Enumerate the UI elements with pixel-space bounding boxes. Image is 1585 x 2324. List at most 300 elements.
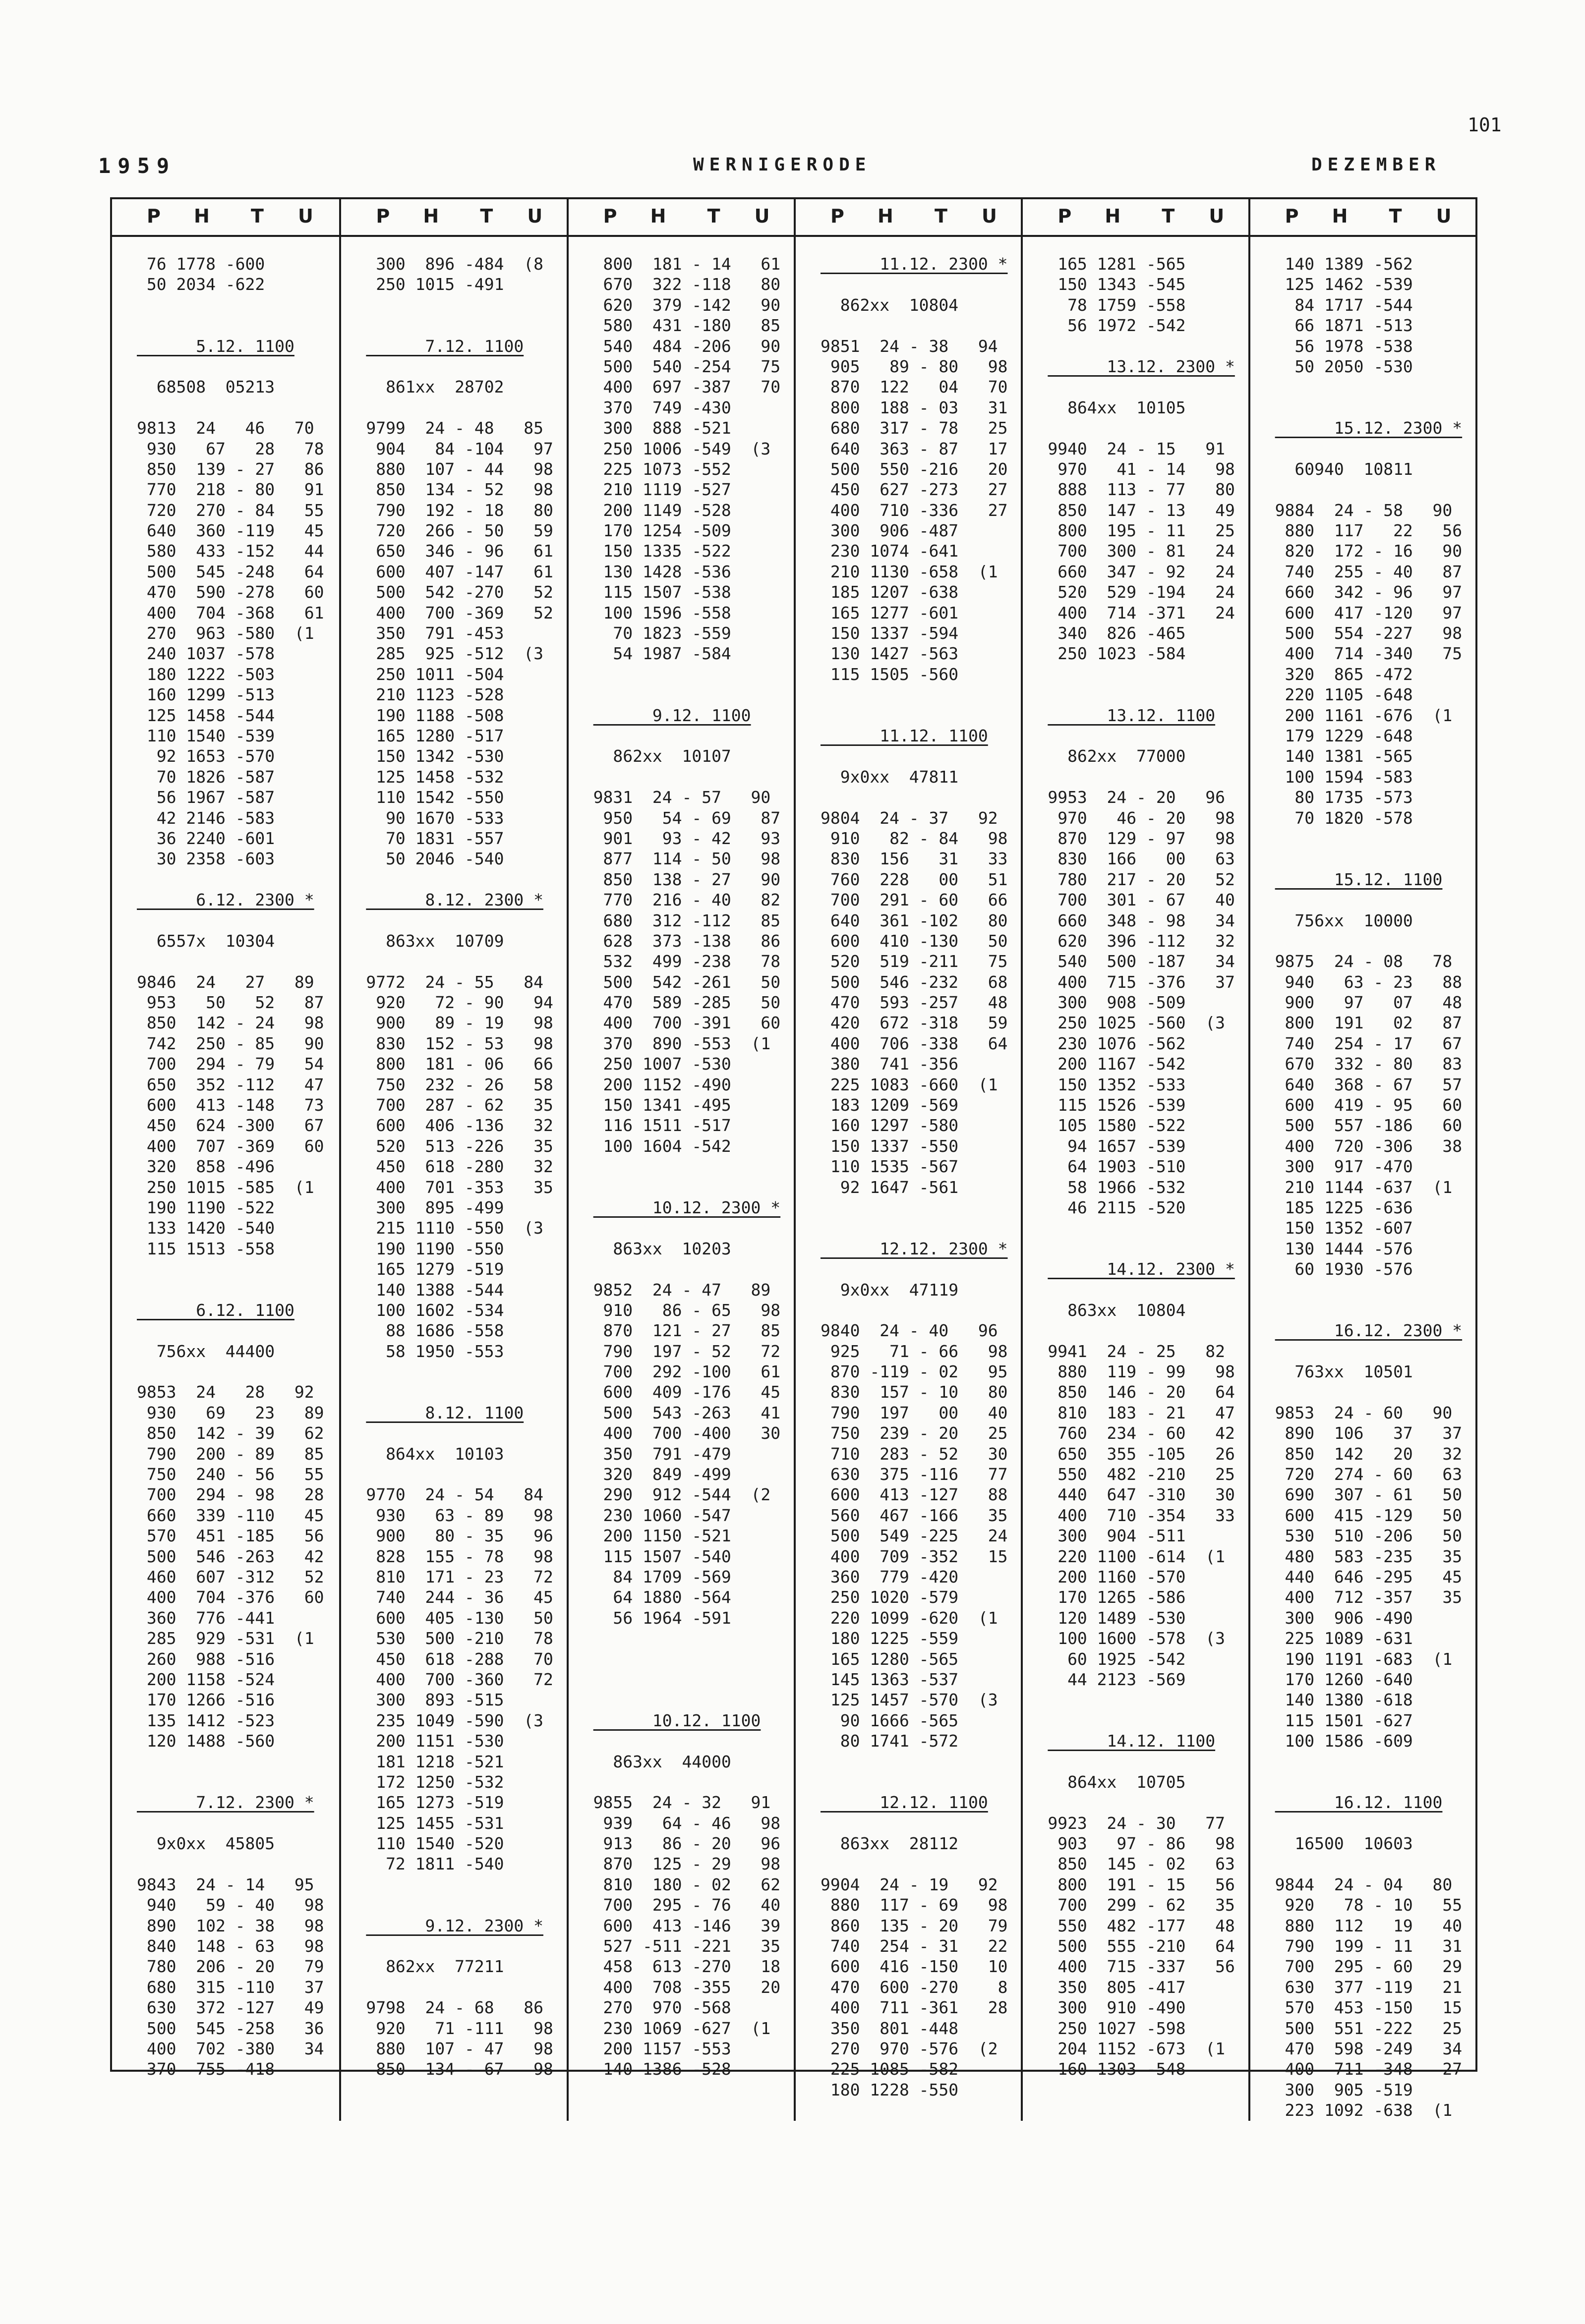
table-row xyxy=(1275,1382,1475,1402)
table-row: 800 181 - 06 66 xyxy=(366,1054,553,1074)
table-row: 900 80 - 35 96 xyxy=(366,1526,553,1546)
table-row: 150 1335 -522 xyxy=(593,541,731,561)
table-row: 720 274 - 60 63 xyxy=(1275,1465,1463,1484)
table-row xyxy=(366,1382,566,1402)
table-row: 500 545 -258 36 xyxy=(137,2018,324,2038)
table-row: 125 1458 -532 xyxy=(366,767,504,787)
table-row: 115 1507 -540 xyxy=(593,1546,731,1566)
sounding-date-heading: 16.12. 2300 * xyxy=(1275,1321,1463,1341)
table-row: 400 706 -338 64 xyxy=(821,1033,1008,1053)
table-row: 170 1260 -640 xyxy=(1275,1669,1413,1689)
table-row xyxy=(1275,1280,1475,1300)
table-row: 600 413 -146 39 xyxy=(593,1916,781,1935)
station-code-line: 862xx 77000 xyxy=(1048,746,1186,766)
table-row: 9953 24 - 20 96 xyxy=(1048,788,1225,807)
table-row: 570 451 -185 56 xyxy=(137,1526,324,1546)
column-header-label: U xyxy=(298,205,313,227)
table-row: 125 1455 -531 xyxy=(366,1813,504,1833)
table-row: 870 -119 - 02 95 xyxy=(821,1362,1008,1382)
table-row: 800 195 - 11 25 xyxy=(1048,521,1235,541)
sounding-date-heading: 15.12. 2300 * xyxy=(1275,418,1463,438)
table-row: 790 192 - 18 80 xyxy=(366,500,553,520)
table-row: 110 1535 -567 xyxy=(821,1157,959,1177)
column-header-label: T xyxy=(707,205,720,227)
table-row: 70 1823 -559 xyxy=(593,624,731,643)
table-row: 700 294 - 79 54 xyxy=(137,1054,324,1074)
table-row: 9941 24 - 25 82 xyxy=(1048,1341,1225,1361)
table-row: 100 1586 -609 xyxy=(1275,1731,1413,1751)
table-row: 810 180 - 02 62 xyxy=(593,1874,781,1894)
table-row: 360 776 -441 xyxy=(137,1608,275,1628)
table-row: 150 1342 -530 xyxy=(366,746,504,766)
table-row: 84 1709 -569 xyxy=(593,1567,731,1587)
table-row: 36 2240 -601 xyxy=(137,828,275,848)
table-row: 620 379 -142 90 xyxy=(593,295,781,315)
table-row: 160 1299 -513 xyxy=(137,685,275,705)
table-row: 370 890 -553 (1 xyxy=(593,1033,771,1053)
table-row: 260 988 -516 xyxy=(137,1649,275,1669)
table-row: 400 715 -337 56 xyxy=(1048,1957,1235,1977)
table-row xyxy=(137,356,339,377)
table-row xyxy=(366,910,566,931)
table-row xyxy=(1275,1300,1475,1320)
table-row: 105 1580 -522 xyxy=(1048,1116,1186,1135)
table-row: 900 97 07 48 xyxy=(1275,993,1463,1013)
table-row: 9851 24 - 38 94 xyxy=(821,336,998,356)
table-row: 183 1209 -569 xyxy=(821,1095,959,1115)
table-row: 270 970 -576 (2 xyxy=(821,2039,998,2058)
table-row xyxy=(366,1361,566,1382)
table-row: 850 146 - 20 64 xyxy=(1048,1382,1235,1402)
table-row: 370 749 -430 xyxy=(593,397,731,417)
table-row: 285 929 -531 (1 xyxy=(137,1629,314,1648)
table-row: 185 1207 -638 xyxy=(821,582,959,602)
table-row: 710 283 - 52 30 xyxy=(821,1444,1008,1464)
station-code-line: 862xx 10107 xyxy=(593,746,731,766)
table-row: 800 191 - 15 56 xyxy=(1048,1874,1235,1894)
station-code-line: 60940 10811 xyxy=(1275,459,1413,479)
table-row xyxy=(1275,890,1475,910)
table-row: 500 554 -227 98 xyxy=(1275,624,1463,643)
table-row: 740 255 - 40 87 xyxy=(1275,562,1463,581)
table-row: 660 347 - 92 24 xyxy=(1048,562,1235,581)
station-code-line: 9x0xx 45805 xyxy=(137,1834,275,1854)
table-row: 270 963 -580 (1 xyxy=(137,624,314,643)
table-row: 660 342 - 96 97 xyxy=(1275,582,1463,602)
table-row: 9840 24 - 40 96 xyxy=(821,1321,998,1341)
table-row: 860 135 - 20 79 xyxy=(821,1916,1008,1935)
table-row: 420 672 -318 59 xyxy=(821,1013,1008,1033)
column-header-label: H xyxy=(878,205,893,227)
table-row: 64 1880 -564 xyxy=(593,1587,731,1607)
table-row: 350 801 -448 xyxy=(821,2018,959,2038)
table-row: 742 250 - 85 90 xyxy=(137,1033,324,1053)
table-row: 560 467 -166 35 xyxy=(821,1505,1008,1525)
column-body xyxy=(341,237,566,2080)
table-row xyxy=(1048,664,1248,684)
table-row xyxy=(593,1731,794,1751)
table-row xyxy=(137,1813,339,1833)
table-row: 600 407 -147 61 xyxy=(366,562,553,581)
table-row: 400 697 -387 70 xyxy=(593,377,781,397)
table-row xyxy=(366,1977,566,1997)
column-header-label: H xyxy=(194,205,210,227)
table-row: 44 2123 -569 xyxy=(1048,1669,1186,1689)
sounding-table xyxy=(110,197,1477,2120)
table-row xyxy=(593,684,794,705)
sounding-date-heading: 9.12. 1100 xyxy=(593,705,751,725)
table-row: 70 1831 -557 xyxy=(366,828,504,848)
station-code-line: 863xx 28112 xyxy=(821,1834,959,1854)
sounding-date-heading: 8.12. 2300 * xyxy=(366,890,543,910)
table-row: 320 849 -499 xyxy=(593,1465,731,1484)
table-row xyxy=(821,1854,1021,1874)
table-row: 165 1281 -565 xyxy=(1048,254,1186,274)
table-column xyxy=(112,199,339,2121)
table-row: 200 1160 -570 xyxy=(1048,1567,1186,1587)
table-row: 70 1820 -578 xyxy=(1275,808,1413,828)
table-row: 181 1218 -521 xyxy=(366,1752,504,1771)
table-row: 830 157 - 10 80 xyxy=(821,1382,1008,1402)
table-row: 600 417 -120 97 xyxy=(1275,603,1463,623)
table-row: 903 97 - 86 98 xyxy=(1048,1834,1235,1854)
table-row: 172 1250 -532 xyxy=(366,1772,504,1792)
table-row: 820 172 - 16 90 xyxy=(1275,541,1463,561)
table-row: 630 377 -119 21 xyxy=(1275,1977,1463,1997)
table-row: 470 589 -285 50 xyxy=(593,993,781,1013)
column-header-label: P xyxy=(1057,205,1072,227)
table-row xyxy=(1275,931,1475,951)
column-header-label: T xyxy=(251,205,264,227)
table-row xyxy=(1048,1710,1248,1731)
sounding-date-heading: 5.12. 1100 xyxy=(137,336,294,356)
column-header xyxy=(796,199,1021,237)
table-row: 9853 24 - 60 90 xyxy=(1275,1403,1453,1422)
table-row: 400 704 -376 60 xyxy=(137,1587,324,1607)
table-row xyxy=(593,1690,794,1710)
table-row: 920 71 -111 98 xyxy=(366,2018,553,2038)
table-row xyxy=(1048,377,1248,397)
table-row: 970 41 - 14 98 xyxy=(1048,459,1235,479)
table-row: 700 294 - 98 28 xyxy=(137,1485,324,1505)
table-row: 850 134 - 67 98 xyxy=(366,2059,553,2079)
station-code-line: 756xx 44400 xyxy=(137,1341,275,1361)
table-row: 870 129 - 97 98 xyxy=(1048,828,1235,848)
table-row: 925 71 - 66 98 xyxy=(821,1341,1008,1361)
table-row: 580 431 -180 85 xyxy=(593,316,781,336)
table-row: 640 360 -119 45 xyxy=(137,521,324,541)
table-row: 950 54 - 69 87 xyxy=(593,808,781,828)
table-row: 50 2050 -530 xyxy=(1275,356,1413,376)
station-code-line: 9x0xx 47119 xyxy=(821,1280,959,1300)
table-row: 165 1277 -601 xyxy=(821,603,959,623)
table-row: 320 858 -496 xyxy=(137,1157,275,1177)
station-code-line: 68508 05213 xyxy=(137,377,275,397)
table-column xyxy=(339,199,566,2121)
station-code-line: 864xx 10705 xyxy=(1048,1772,1186,1792)
table-row: 210 1144 -637 (1 xyxy=(1275,1177,1453,1197)
table-row: 170 1266 -516 xyxy=(137,1690,275,1710)
table-row: 58 1950 -553 xyxy=(366,1341,504,1361)
table-row xyxy=(1048,767,1248,787)
table-row: 320 865 -472 xyxy=(1275,664,1413,684)
table-row xyxy=(1048,726,1248,746)
station-code-line: 763xx 10501 xyxy=(1275,1362,1413,1382)
table-row: 100 1602 -534 xyxy=(366,1300,504,1320)
table-row: 930 63 - 89 98 xyxy=(366,1505,553,1525)
table-row: 930 69 23 89 xyxy=(137,1403,324,1422)
table-row: 910 86 - 65 98 xyxy=(593,1300,781,1320)
table-row: 850 139 - 27 86 xyxy=(137,459,324,479)
table-row: 630 375 -116 77 xyxy=(821,1465,1008,1484)
table-row: 470 600 -270 8 xyxy=(821,1977,1008,1997)
table-row xyxy=(1275,1854,1475,1874)
column-header-label: U xyxy=(1209,205,1225,227)
table-row xyxy=(1048,1218,1248,1238)
table-row: 200 1152 -490 xyxy=(593,1075,731,1094)
table-row: 300 906 -490 xyxy=(1275,1608,1413,1628)
table-row: 92 1653 -570 xyxy=(137,746,275,766)
table-row: 200 1151 -530 xyxy=(366,1731,504,1751)
column-header-label: T xyxy=(1162,205,1175,227)
table-row: 400 712 -357 35 xyxy=(1275,1587,1463,1607)
table-row: 760 228 00 51 xyxy=(821,869,1008,889)
table-row: 500 545 -248 64 xyxy=(137,562,324,581)
column-header-label: P xyxy=(147,205,161,227)
table-row: 880 107 - 47 98 xyxy=(366,2039,553,2058)
table-row xyxy=(821,705,1021,726)
table-row: 220 1099 -620 (1 xyxy=(821,1608,998,1628)
table-row: 900 89 - 19 98 xyxy=(366,1013,553,1033)
table-row: 520 519 -211 75 xyxy=(821,952,1008,971)
table-row xyxy=(593,1156,794,1177)
table-row: 145 1363 -537 xyxy=(821,1669,959,1689)
table-row xyxy=(821,787,1021,807)
table-row xyxy=(1048,1752,1248,1772)
station-code-line: 861xx 28702 xyxy=(366,377,504,397)
column-header-label: H xyxy=(1105,205,1121,227)
table-row: 9799 24 - 48 85 xyxy=(366,418,543,438)
table-row: 225 1073 -552 xyxy=(593,459,731,479)
table-row: 160 1297 -580 xyxy=(821,1116,959,1135)
table-row: 230 1060 -547 xyxy=(593,1505,731,1525)
table-row: 180 1225 -559 xyxy=(821,1629,959,1648)
table-row: 9804 24 - 37 92 xyxy=(821,808,998,828)
table-row: 458 613 -270 18 xyxy=(593,1957,781,1977)
table-row: 901 93 - 42 93 xyxy=(593,828,781,848)
table-row: 200 1167 -542 xyxy=(1048,1054,1186,1074)
column-header xyxy=(1250,199,1475,237)
table-row: 400 700 -391 60 xyxy=(593,1013,781,1033)
table-row: 850 138 - 27 90 xyxy=(593,869,781,889)
table-row: 9772 24 - 55 84 xyxy=(366,972,543,992)
column-header-label: P xyxy=(603,205,617,227)
table-row xyxy=(821,1772,1021,1792)
table-row xyxy=(1275,1772,1475,1792)
sounding-date-heading: 14.12. 1100 xyxy=(1048,1731,1216,1751)
table-row: 790 200 - 89 85 xyxy=(137,1444,324,1464)
table-row xyxy=(137,315,339,336)
column-header xyxy=(1023,199,1248,237)
table-row: 80 1741 -572 xyxy=(821,1731,959,1751)
table-row: 870 125 - 29 98 xyxy=(593,1854,781,1874)
table-row: 300 910 -490 xyxy=(1048,1998,1186,2018)
table-row: 400 704 -368 61 xyxy=(137,603,324,623)
table-row: 850 142 - 39 62 xyxy=(137,1423,324,1443)
table-row xyxy=(1048,1280,1248,1300)
table-row: 930 67 28 78 xyxy=(137,439,324,458)
station-code-line: 863xx 10203 xyxy=(593,1239,731,1258)
table-row: 880 119 - 99 98 xyxy=(1048,1362,1235,1382)
table-row xyxy=(1275,397,1475,418)
table-row: 215 1110 -550 (3 xyxy=(366,1218,543,1238)
table-row: 235 1049 -590 (3 xyxy=(366,1710,543,1730)
table-row: 70 1826 -587 xyxy=(137,767,275,787)
table-row: 250 1011 -504 xyxy=(366,664,504,684)
table-row: 9770 24 - 54 84 xyxy=(366,1485,543,1505)
sounding-date-heading: 10.12. 1100 xyxy=(593,1710,761,1730)
table-row: 150 1343 -545 xyxy=(1048,275,1186,294)
table-row: 100 1594 -583 xyxy=(1275,767,1413,787)
table-row: 500 542 -261 50 xyxy=(593,972,781,992)
station-code-line: 863xx 10709 xyxy=(366,931,504,951)
table-row: 470 590 -278 60 xyxy=(137,582,324,602)
table-row: 400 701 -353 35 xyxy=(366,1177,553,1197)
table-row: 850 142 20 32 xyxy=(1275,1444,1463,1464)
table-row: 780 206 - 20 79 xyxy=(137,1957,324,1977)
table-row: 500 557 -186 60 xyxy=(1275,1116,1463,1135)
sounding-date-heading: 13.12. 2300 * xyxy=(1048,356,1235,376)
table-row: 66 1871 -513 xyxy=(1275,316,1413,336)
table-row: 9923 24 - 30 77 xyxy=(1048,1813,1225,1833)
table-row: 400 715 -376 37 xyxy=(1048,972,1235,992)
table-row: 700 287 - 62 35 xyxy=(366,1095,553,1115)
table-row: 140 1388 -544 xyxy=(366,1280,504,1300)
table-row: 530 500 -210 78 xyxy=(366,1629,553,1648)
table-row: 190 1188 -508 xyxy=(366,705,504,725)
table-row: 78 1759 -558 xyxy=(1048,295,1186,315)
table-row: 90 1666 -565 xyxy=(821,1710,959,1730)
station-code-line: 862xx 77211 xyxy=(366,1957,504,1977)
table-row xyxy=(1048,1239,1248,1259)
table-row xyxy=(1275,439,1475,459)
table-row: 400 700 -400 30 xyxy=(593,1423,781,1443)
table-row xyxy=(1275,479,1475,500)
table-row xyxy=(137,1772,339,1792)
table-row: 400 702 -380 34 xyxy=(137,2039,324,2058)
table-row: 300 917 -470 xyxy=(1275,1157,1413,1177)
table-row xyxy=(1048,418,1248,438)
table-row: 116 1511 -517 xyxy=(593,1116,731,1135)
table-row: 877 114 - 50 98 xyxy=(593,849,781,869)
table-row: 628 373 -138 86 xyxy=(593,931,781,951)
table-row: 920 72 - 90 94 xyxy=(366,993,553,1013)
table-row: 9853 24 28 92 xyxy=(137,1382,314,1402)
table-row xyxy=(593,1177,794,1197)
table-row xyxy=(821,274,1021,294)
table-row: 200 1150 -521 xyxy=(593,1526,731,1546)
column-header-label: P xyxy=(376,205,390,227)
sounding-date-heading: 8.12. 1100 xyxy=(366,1403,524,1422)
table-row: 890 102 - 38 98 xyxy=(137,1916,324,1935)
table-row xyxy=(821,746,1021,766)
table-row: 230 1076 -562 xyxy=(1048,1033,1186,1053)
table-row xyxy=(821,1259,1021,1279)
table-row: 200 1157 -553 xyxy=(593,2039,731,2058)
table-row: 750 240 - 56 55 xyxy=(137,1465,324,1484)
table-row: 100 1596 -558 xyxy=(593,603,731,623)
table-row: 750 239 - 20 25 xyxy=(821,1423,1008,1443)
table-row: 110 1540 -539 xyxy=(137,726,275,745)
sounding-date-heading: 13.12. 1100 xyxy=(1048,705,1216,725)
table-row: 870 122 04 70 xyxy=(821,377,1008,397)
table-row: 790 197 - 52 72 xyxy=(593,1341,781,1361)
table-row xyxy=(137,1280,339,1300)
table-row: 850 134 - 52 98 xyxy=(366,480,553,500)
table-row: 850 142 - 24 98 xyxy=(137,1013,324,1033)
table-row: 250 1020 -579 xyxy=(821,1587,959,1607)
column-header-label: H xyxy=(650,205,666,227)
table-row: 700 295 - 60 29 xyxy=(1275,1957,1463,1977)
table-row: 125 1458 -544 xyxy=(137,705,275,725)
table-row: 570 453 -150 15 xyxy=(1275,1998,1463,2018)
station-code-line: 864xx 10103 xyxy=(366,1444,504,1464)
table-row: 100 1604 -542 xyxy=(593,1136,731,1156)
table-row xyxy=(137,1259,339,1279)
table-row: 690 307 - 61 50 xyxy=(1275,1485,1463,1505)
table-row: 953 50 52 87 xyxy=(137,993,324,1013)
table-column xyxy=(567,199,794,2121)
table-row: 700 301 - 67 40 xyxy=(1048,890,1235,910)
table-row: 225 1083 -660 (1 xyxy=(821,1075,998,1094)
table-row: 9855 24 - 32 91 xyxy=(593,1793,771,1813)
table-row: 550 482 -177 48 xyxy=(1048,1916,1235,1935)
table-row: 480 583 -235 35 xyxy=(1275,1546,1463,1566)
table-row: 300 893 -515 xyxy=(366,1690,504,1710)
table-row: 300 904 -511 xyxy=(1048,1526,1186,1546)
table-row: 9813 24 46 70 xyxy=(137,418,314,438)
table-row xyxy=(366,1895,566,1915)
table-row: 680 317 - 78 25 xyxy=(821,418,1008,438)
table-row: 125 1462 -539 xyxy=(1275,275,1413,294)
table-row: 500 546 -263 42 xyxy=(137,1546,324,1566)
table-row: 350 791 -479 xyxy=(593,1444,731,1464)
table-row: 660 339 -110 45 xyxy=(137,1505,324,1525)
table-row xyxy=(137,1320,339,1341)
table-row: 770 216 - 40 82 xyxy=(593,890,781,910)
column-body xyxy=(112,237,339,2080)
table-row: 500 550 -216 20 xyxy=(821,459,1008,479)
table-row: 190 1190 -550 xyxy=(366,1239,504,1258)
table-row: 130 1444 -576 xyxy=(1275,1239,1413,1258)
table-row: 250 1015 -585 (1 xyxy=(137,1177,314,1197)
table-row: 530 510 -206 50 xyxy=(1275,1526,1463,1546)
table-row: 190 1191 -683 (1 xyxy=(1275,1649,1453,1669)
table-row: 56 1972 -542 xyxy=(1048,316,1186,336)
table-row: 140 1380 -618 xyxy=(1275,1690,1413,1710)
table-row xyxy=(137,1361,339,1382)
station-code-line: 863xx 44000 xyxy=(593,1752,731,1771)
table-row: 204 1152 -673 (1 xyxy=(1048,2039,1225,2058)
table-row: 9904 24 - 19 92 xyxy=(821,1874,998,1894)
table-row: 740 244 - 36 45 xyxy=(366,1587,553,1607)
table-row xyxy=(366,951,566,971)
table-row: 370 755 -418 xyxy=(137,2059,275,2079)
table-row: 230 1069 -627 (1 xyxy=(593,2018,771,2038)
table-row: 140 1386 -528 xyxy=(593,2059,731,2079)
station-code-line: 9x0xx 47811 xyxy=(821,767,959,787)
table-row: 450 624 -300 67 xyxy=(137,1116,324,1135)
